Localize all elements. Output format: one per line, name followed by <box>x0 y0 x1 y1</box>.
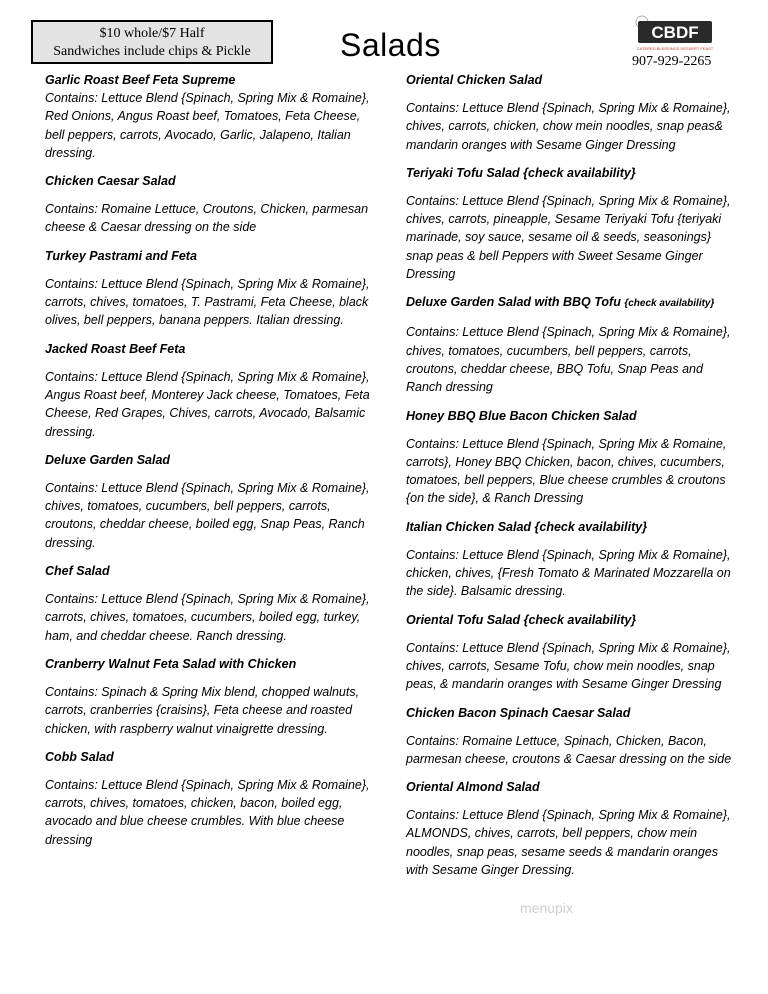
menu-item <box>45 71 370 162</box>
phone-number: 907-929-2265 <box>632 54 712 69</box>
item-description: Contains: Lettuce Blend {Spinach, Spring Mix & Romaine}, Angus Roast beef, Monterey Jack cheese, Tomatoes, Feta Cheese, Red Grapes, Chives, carrots, Avocado, Balsamic dressing. <box>45 369 370 439</box>
menu-item <box>406 704 736 769</box>
item-name: Deluxe Garden Salad <box>45 452 171 467</box>
logo-text: CBDF <box>651 23 699 42</box>
item-description: Contains: Romaine Lettuce, Spinach, Chicken, Bacon, parmesan cheese, croutons & Caesar dressing on the side <box>406 733 732 766</box>
menu-item <box>406 518 736 601</box>
item-name: Chef Salad <box>45 564 110 579</box>
item-name: Teriyaki Tofu Salad {check availability} <box>406 165 636 180</box>
menu-item <box>45 340 370 441</box>
sandwich-note: Sandwiches include chips & Pickle <box>53 44 251 59</box>
item-name-with-note <box>406 293 736 313</box>
item-name: Garlic Roast Beef Feta Supreme <box>45 73 236 87</box>
item-description: Contains: Romaine Lettuce, Croutons, Chicken, parmesan cheese & Caesar dressing on the side <box>45 202 369 235</box>
item-name: Jacked Roast Beef Feta <box>45 341 186 356</box>
cbdf-logo <box>632 14 718 54</box>
item-description: Contains: Lettuce Blend {Spinach, Spring Mix & Romaine}, Red Onions, Angus Roast beef, Tomatoes, Feta Cheese, bell peppers, carrots, Avocado, Garlic, Jalapeno, Italian dressing. <box>45 91 370 160</box>
item-description: Contains: Lettuce Blend {Spinach, Spring Mix & Romaine}, chives, carrots, chicken, chow mein noodles, snap peas& mandarin oranges with Sesame Ginger Dressing <box>406 101 731 152</box>
item-name: Cobb Salad <box>45 749 114 764</box>
right-menu-column <box>406 71 736 889</box>
item-name: Oriental Almond Salad <box>406 780 540 795</box>
menu-item <box>406 293 736 396</box>
item-name: Chicken Bacon Spinach Caesar Salad <box>406 705 631 720</box>
item-description: Contains: Lettuce Blend {Spinach, Spring Mix & Romaine}, ALMONDS, chives, carrots, bell peppers, chow mein noodles, snap peas, sesame seeds & mandarin oranges with Sesame Ginger Dressing. <box>406 808 731 878</box>
item-name: Cranberry Walnut Feta Salad with Chicken <box>45 656 297 671</box>
item-description: Contains: Lettuce Blend {Spinach, Spring Mix & Romaine}, chives, tomatoes, cucumbers, bell peppers, carrots, croutons, cheddar cheese, BBQ Tofu, Snap Peas and Ranch dressing <box>406 325 731 395</box>
menu-item <box>45 451 370 552</box>
menu-item <box>45 748 370 849</box>
item-description: Contains: Lettuce Blend {Spinach, Spring Mix & Romaine}, carrots, chives, tomatoes, cucumbers, boiled egg, turkey, ham, and cheddar cheese. Ranch dressing. <box>45 592 370 643</box>
item-name: Chicken Caesar Salad <box>45 174 176 189</box>
price-info-box <box>31 20 273 64</box>
item-description: Contains: Lettuce Blend {Spinach, Spring Mix & Romaine}, chives, carrots, pineapple, Sesame Teriyaki Tofu {teriyaki marinade, soy sauce, sesame oil & seeds, seasonings} snap peas & bell Peppers with Sweet Sesame Ginger Dressing <box>406 193 731 282</box>
item-name: Honey BBQ Blue Bacon Chicken Salad <box>406 408 637 423</box>
item-description: Contains: Lettuce Blend {Spinach, Spring Mix & Romaine}, carrots, chives, tomatoes, T. Pastrami, Feta Cheese, black olives, bell peppers, banana peppers. Italian dressing. <box>45 276 370 328</box>
availability-note: {check availability} <box>624 298 715 310</box>
watermark: menupix <box>520 900 573 916</box>
item-description: Contains: Lettuce Blend {Spinach, Spring Mix & Romaine}, chives, tomatoes, cucumbers, bell peppers, carrots, croutons, cheddar cheese, boiled egg, Snap Peas, Ranch dressing. <box>45 480 370 550</box>
price-line: $10 whole/$7 Half <box>99 26 205 41</box>
menu-item <box>45 655 370 738</box>
left-menu-column <box>45 71 370 859</box>
item-name: Oriental Tofu Salad {check availability} <box>406 612 637 627</box>
logo-tagline: CATERED BLESSINGS DESSERT FEAST <box>636 46 714 51</box>
item-description: Contains: Spinach & Spring Mix blend, chopped walnuts, carrots, cranberries {craisins}, Feta cheese and roasted chicken, with raspberry walnut vinaigrette dressing. <box>45 684 360 736</box>
menu-item <box>406 611 736 694</box>
menu-item <box>406 778 736 879</box>
menu-item <box>406 407 736 508</box>
item-name: Deluxe Garden Salad with BBQ Tofu <box>406 295 621 310</box>
item-name: Italian Chicken Salad {check availability} <box>406 519 648 534</box>
menu-item <box>45 247 370 330</box>
menu-item <box>45 172 370 237</box>
item-description: Contains: Lettuce Blend {Spinach, Spring Mix & Romaine}, chicken, chives, {Fresh Tomato & Marinated Mozzarella on the side}. Balsamic dressing. <box>406 547 731 599</box>
item-name: Turkey Pastrami and Feta <box>45 248 197 263</box>
menu-item <box>406 164 736 283</box>
item-description: Contains: Lettuce Blend {Spinach, Spring Mix & Romaine}, chives, carrots, Sesame Tofu, chow mein noodles, snap peas, & mandarin oranges with Sesame Ginger Dressing <box>406 640 731 692</box>
page-title: Salads <box>340 27 441 63</box>
menu-item <box>406 71 736 154</box>
menu-item <box>45 562 370 645</box>
item-name: Oriental Chicken Salad <box>406 73 543 87</box>
item-description: Contains: Lettuce Blend {Spinach, Spring Mix & Romaine, carrots}, Honey BBQ Chicken, bacon, chives, cucumbers, tomatoes, bell peppers, Blue cheese crumbles & croutons {on the side}, & Ranch Dressing <box>406 436 727 506</box>
item-description: Contains: Lettuce Blend {Spinach, Spring Mix & Romaine}, carrots, chives, tomatoes, chicken, bacon, boiled egg, avocado and blue cheese crumbles. With blue cheese dressing <box>45 777 370 847</box>
